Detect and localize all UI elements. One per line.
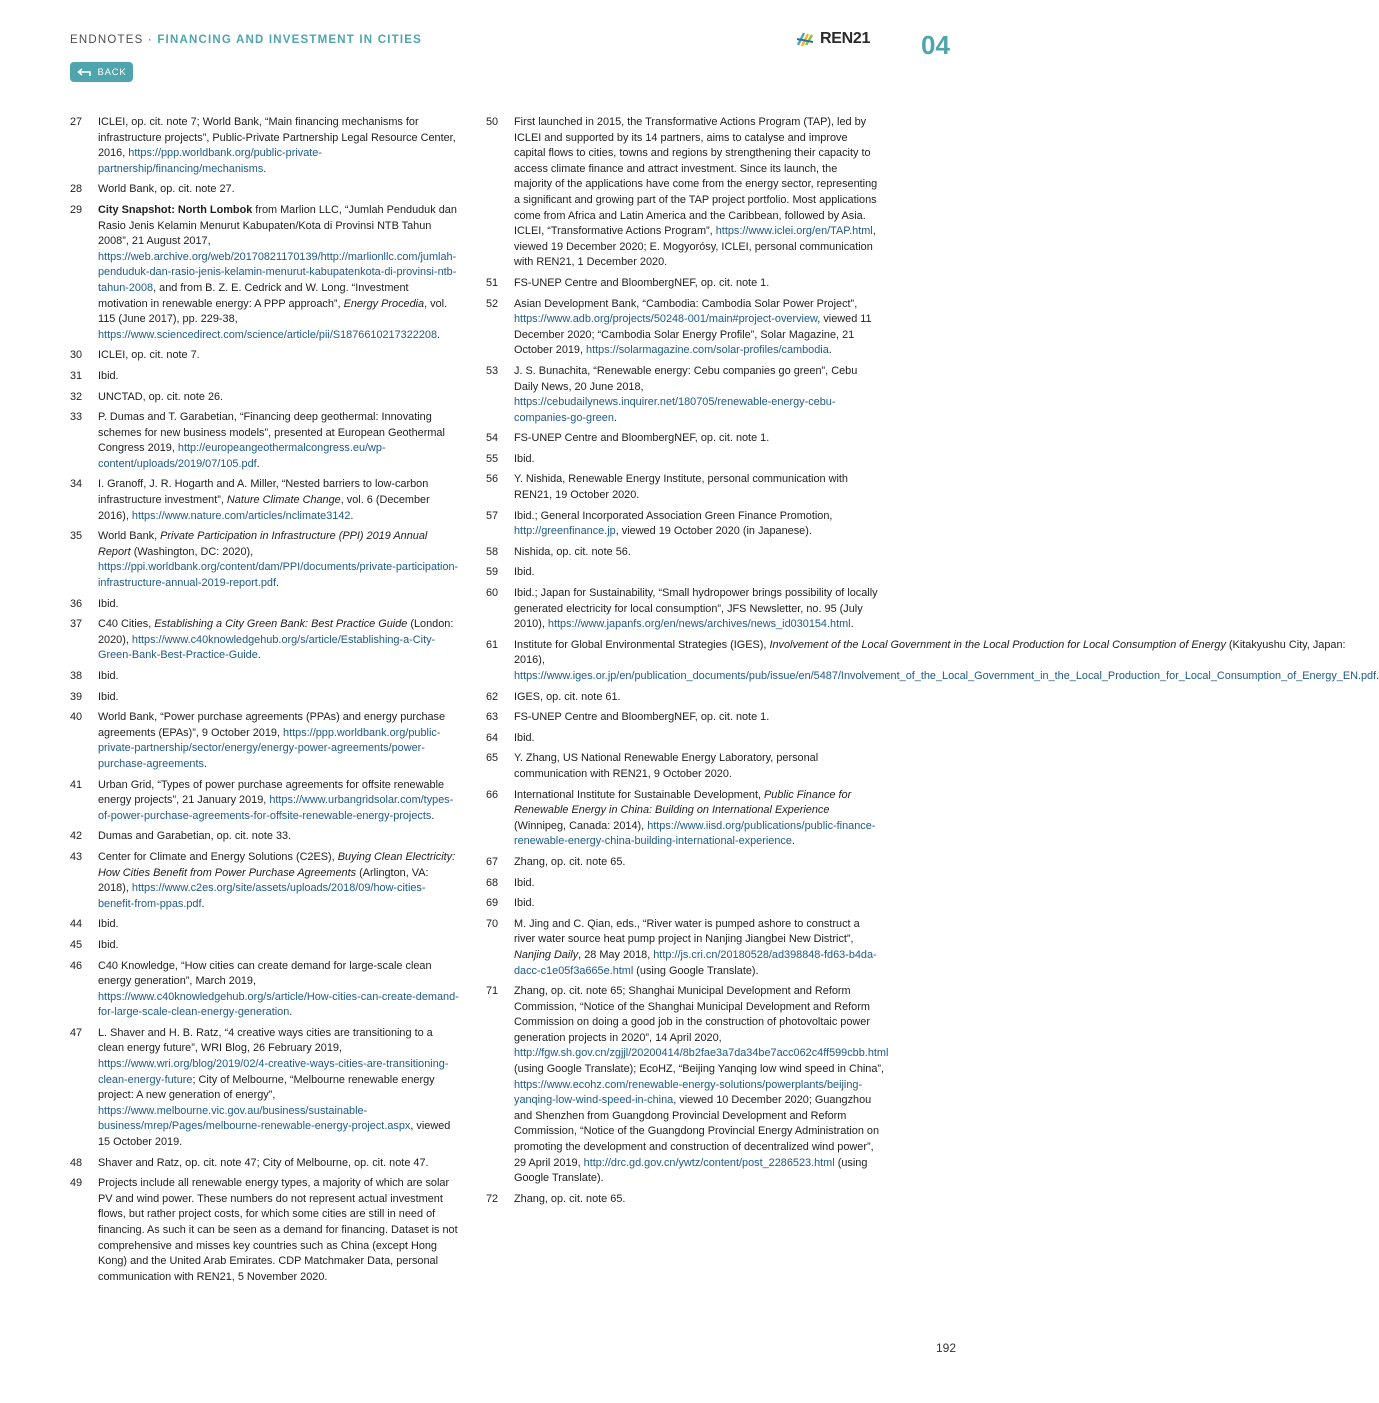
- reference-link[interactable]: https://www.c2es.org/site/assets/uploads/2018/09/how-cities-benefit-from-ppas.pdf: [98, 882, 426, 910]
- endnote-text: [98, 959, 460, 1021]
- endnote-number: 37: [70, 618, 83, 631]
- italic-title: Energy Procedia: [343, 297, 425, 310]
- endnote-39: [70, 690, 460, 706]
- note-text-segment: .: [1376, 670, 1379, 682]
- bold-title: City Snapshot: North Lombok: [98, 203, 253, 216]
- endnote-text: [514, 710, 878, 726]
- endnote-number: 47: [70, 1026, 83, 1039]
- page-number: 192: [936, 1341, 957, 1355]
- note-text-segment: Zhang, op. cit. note 65.: [514, 1192, 626, 1205]
- endnote-number: 29: [70, 203, 83, 216]
- note-text-segment: Institute for Global Environmental Strategies (IGES),: [514, 638, 770, 651]
- note-text-segment: P. Dumas and T. Garabetian, “Financing deep geothermal: Innovating schemes for new business models”, presented at European Geothermal Congress 2019,: [98, 411, 445, 455]
- note-text-segment: First launched in 2015, the Transformative Actions Program (TAP), led by ICLEI and supported by its 14 partners, aims to catalyse and improve capital flows to cities, towns and regions by strengthening their capacity to access climate finance and attract investment. Since its launch, the majority of the applications have come from the energy sector, representing a significant and growing part of the TAP project portfolio. Most applications come from Africa and Latin America and the Caribbean, followed by Asia. ICLEI, “Transformative Actions Program”,: [514, 116, 878, 238]
- endnote-text: [98, 829, 460, 845]
- reference-link[interactable]: https://www.melbourne.vic.gov.au/business/sustainable-business/mrep/Pages/melbourne-renewable-energy-project.aspx: [98, 1104, 411, 1133]
- endnote-number: 48: [70, 1156, 83, 1169]
- endnote-33: [70, 410, 460, 472]
- endnote-text: [98, 390, 460, 406]
- note-text-segment: C40 Knowledge, “How cities can create demand for large-scale clean energy generation”, March 2019,: [98, 959, 432, 988]
- reference-link[interactable]: https://solarmagazine.com/solar-profiles/cambodia: [586, 344, 829, 357]
- endnote-37: [70, 617, 460, 664]
- endnote-text: [98, 410, 460, 472]
- note-text-segment: , viewed 15 October 2019.: [98, 1120, 451, 1149]
- note-text-segment: .: [275, 577, 280, 590]
- endnotes-header: [70, 34, 422, 46]
- endnote-text: [98, 348, 460, 364]
- reference-link[interactable]: https://ppi.worldbank.org/content/dam/PPI/documents/private-participation-infrastructure-annual-2019-report.pdf: [98, 561, 459, 590]
- note-text-segment: (using Google Translate).: [633, 964, 759, 977]
- endnote-59: [486, 565, 878, 581]
- endnote-text: [98, 203, 460, 343]
- endnote-text: [98, 597, 460, 613]
- endnote-text: [98, 778, 460, 825]
- reference-link[interactable]: https://www.iges.or.jp/en/publication_documents/pub/issue/en/5487/Involvement_of_the_Local_Government_in_the_Local_Production_for_Local_Consumption_of_Energy_EN.pdf: [514, 670, 1377, 682]
- endnote-71: [486, 984, 889, 1187]
- endnote-text: [98, 617, 460, 664]
- endnote-61: [486, 638, 1379, 685]
- endnote-text: [98, 1156, 460, 1172]
- note-text-segment: (Washington, DC: 2020),: [130, 545, 254, 558]
- endnote-number: 46: [70, 959, 83, 972]
- endnote-text: [514, 1192, 878, 1208]
- note-text-segment: ICLEI, op. cit. note 7; World Bank, “Main financing mechanisms for infrastructure projects”, Public-Private Partnership Legal Resource Center, 2016,: [98, 116, 456, 160]
- endnote-number: 72: [486, 1192, 499, 1205]
- endnote-27: [70, 115, 460, 177]
- endnote-text: [98, 917, 460, 933]
- endnote-text: [98, 115, 460, 177]
- endnote-number: 32: [70, 390, 83, 403]
- reference-link[interactable]: http://europeangeothermalcongress.eu/wp-content/uploads/2019/07/105.pdf: [98, 442, 386, 470]
- endnote-35: [70, 529, 460, 591]
- endnote-number: 53: [486, 364, 499, 377]
- endnote-text: [514, 364, 878, 426]
- reference-link[interactable]: https://www.iisd.org/publications/public-finance-renewable-energy-china-building-international-experience: [514, 819, 876, 848]
- endnote-32: [70, 390, 460, 406]
- endnote-text: [514, 855, 878, 871]
- note-text-segment: Y. Zhang, US National Renewable Energy Laboratory, personal communication with REN21, 9 October 2020.: [514, 752, 819, 780]
- note-text-segment: UNCTAD, op. cit. note 26.: [98, 390, 224, 403]
- note-text-segment: , viewed 11 December 2020; “Cambodia Solar Energy Profile”, Solar Magazine, 21 October 2019,: [514, 313, 872, 357]
- note-text-segment: .: [350, 509, 354, 522]
- endnote-65: [486, 751, 878, 782]
- endnote-number: 60: [486, 587, 499, 600]
- endnote-number: 39: [70, 690, 83, 703]
- endnote-36: [70, 597, 460, 613]
- endnote-text: [98, 1026, 460, 1151]
- note-text-segment: , viewed 19 October 2020 (in Japanese).: [615, 525, 812, 538]
- endnote-46: [70, 959, 460, 1021]
- ren21-logo: [796, 30, 870, 48]
- note-text-segment: Center for Climate and Energy Solutions (C2ES),: [98, 850, 338, 863]
- endnote-50: [486, 115, 878, 271]
- note-text-segment: (Winnipeg, Canada: 2014),: [514, 819, 648, 832]
- endnote-48: [70, 1156, 460, 1172]
- endnote-number: 66: [486, 788, 499, 801]
- endnote-53: [486, 364, 878, 426]
- note-text-segment: Ibid.: [98, 670, 119, 682]
- endnote-40: [70, 710, 460, 772]
- note-text-segment: (using Google Translate).: [514, 1156, 868, 1185]
- endnotes-column-right: [486, 115, 1379, 1212]
- note-text-segment: World Bank, “Power purchase agreements (PPAs) and energy purchase agreements (EPAs)”, 9 October 2019,: [98, 711, 446, 739]
- endnote-text: [514, 876, 878, 892]
- note-text-segment: Ibid.: [514, 731, 535, 744]
- italic-title: Involvement of the Local Government in the Local Production for Local Consumption of Energy: [769, 638, 1226, 651]
- note-text-segment: , viewed 10 December 2020; Guangzhou and Shenzhen from Guangdong Provincial Development and Reform Commission, “Notice of the Guangdong Provincial Energy Administration on promoting the development and construction of decentralized wind power”, 29 April 2019,: [514, 1094, 880, 1169]
- note-text-segment: Ibid.: [514, 876, 535, 889]
- note-text-segment: World Bank, op. cit. note 27.: [98, 183, 235, 196]
- italic-title: Establishing a City Green Bank: Best Practice Guide: [154, 618, 408, 631]
- note-text-segment: International Institute for Sustainable Development,: [514, 788, 765, 801]
- endnote-text: [98, 477, 460, 524]
- endnote-58: [486, 545, 878, 561]
- endnote-text: [98, 369, 460, 385]
- endnote-number: 59: [486, 566, 499, 579]
- note-text-segment: Shaver and Ratz, op. cit. note 47; City of Melbourne, op. cit. note 47.: [98, 1156, 429, 1169]
- endnote-text: [514, 472, 878, 503]
- note-text-segment: World Bank,: [98, 530, 161, 543]
- endnote-28: [70, 182, 460, 198]
- note-text-segment: Zhang, op. cit. note 65; Shanghai Municipal Development and Reform Commission, “Notice of the Shanghai Municipal Development and Reform Commission on doing a good job in the construction of photovoltaic power generation projects in 2020”, 14 April 2020,: [514, 985, 870, 1044]
- endnote-number: 54: [486, 432, 499, 445]
- note-text-segment: M. Jing and C. Qian, eds., “River water is pumped ashore to construct a river water source heat pump project in Nanjing Jiangbei New District”,: [514, 917, 860, 946]
- note-text-segment: Asian Development Bank, “Cambodia: Cambodia Solar Power Project”,: [514, 297, 858, 310]
- endnote-number: 52: [486, 297, 499, 310]
- endnote-text: [514, 545, 878, 561]
- note-text-segment: Ibid.: [98, 938, 119, 951]
- endnote-text: [514, 638, 1379, 685]
- note-text-segment: .: [437, 328, 441, 341]
- note-text-segment: FS-UNEP Centre and BloombergNEF, op. cit. note 1.: [514, 432, 770, 445]
- endnote-64: [486, 731, 878, 747]
- endnote-number: 64: [486, 731, 499, 744]
- endnote-number: 41: [70, 778, 83, 791]
- note-text-segment: .: [791, 835, 795, 848]
- endnote-text: [98, 1176, 460, 1285]
- note-text-segment: ICLEI, op. cit. note 7.: [98, 349, 200, 362]
- endnote-31: [70, 369, 460, 385]
- endnote-text: [514, 690, 878, 706]
- note-text-segment: Ibid.: [98, 597, 119, 610]
- endnote-30: [70, 348, 460, 364]
- note-text-segment: (Kitakyushu City, Japan: 2016),: [514, 638, 1346, 667]
- endnote-69: [486, 896, 878, 912]
- ren21-logo-icon: [796, 31, 816, 47]
- endnote-text: [98, 690, 460, 706]
- endnote-number: 61: [486, 638, 499, 651]
- endnote-68: [486, 876, 878, 892]
- note-text-segment: Ibid.: [98, 369, 119, 382]
- endnote-67: [486, 855, 878, 871]
- endnote-60: [486, 586, 878, 633]
- endnote-text: [98, 938, 460, 954]
- note-text-segment: .: [203, 757, 207, 770]
- endnote-text: [98, 529, 460, 591]
- endnote-number: 63: [486, 711, 499, 724]
- note-text-segment: Ibid.: [514, 452, 535, 465]
- note-text-segment: , vol. 6 (December 2016),: [98, 494, 430, 522]
- endnote-text: [98, 669, 460, 685]
- endnote-number: 62: [486, 690, 499, 703]
- note-text-segment: (using Google Translate); EcoHZ, “Beijing Yanqing low wind speed in China”,: [514, 1063, 885, 1076]
- endnote-text: [514, 431, 878, 447]
- note-text-segment: Ibid.: [98, 690, 119, 703]
- note-text-segment: Y. Nishida, Renewable Energy Institute, personal communication with REN21, 19 October 2020.: [514, 473, 848, 502]
- note-text-segment: .: [613, 411, 617, 424]
- endnotes-column-left: [70, 115, 460, 1290]
- endnote-number: 40: [70, 711, 83, 724]
- endnote-number: 43: [70, 850, 83, 863]
- note-text-segment: FS-UNEP Centre and BloombergNEF, op. cit. note 1.: [514, 711, 770, 724]
- reference-link[interactable]: http://drc.gd.gov.cn/ywtz/content/post_2286523.html: [583, 1156, 835, 1169]
- endnote-number: 58: [486, 545, 499, 558]
- endnote-text: [98, 182, 460, 198]
- note-text-segment: Ibid.: [98, 918, 119, 931]
- endnote-44: [70, 917, 460, 933]
- endnote-number: 67: [486, 855, 499, 868]
- endnote-text: [514, 586, 878, 633]
- note-text-segment: , vol. 115 (June 2017), pp. 229-38,: [98, 297, 448, 326]
- endnote-41: [70, 778, 460, 825]
- endnote-number: 57: [486, 509, 499, 522]
- endnote-number: 45: [70, 938, 83, 951]
- reference-link[interactable]: https://ppp.worldbank.org/public-private-partnership/financing/mechanisms: [98, 147, 322, 175]
- note-text-segment: .: [256, 457, 260, 470]
- note-text-segment: Ibid.: [514, 897, 535, 910]
- endnote-57: [486, 509, 878, 540]
- note-text-segment: Nishida, op. cit. note 56.: [514, 545, 631, 558]
- endnote-62: [486, 690, 878, 706]
- endnote-63: [486, 710, 878, 726]
- endnote-number: 42: [70, 830, 83, 843]
- endnote-number: 28: [70, 183, 83, 196]
- section-title: FINANCING AND INVESTMENT IN CITIES: [157, 34, 422, 46]
- endnote-66: [486, 788, 878, 850]
- endnote-text: [514, 731, 878, 747]
- endnote-text: [514, 751, 878, 782]
- reference-link[interactable]: http://fgw.sh.gov.cn/zgjjl/20200414/8b2fae3a7da34be7acc062c4ff599cbb.html: [514, 1047, 889, 1060]
- reference-link[interactable]: https://www.wri.org/blog/2019/02/4-creative-ways-cities-are-transitioning-clean-energy-future: [98, 1058, 449, 1086]
- endnote-number: 31: [70, 369, 83, 382]
- endnote-number: 68: [486, 876, 499, 889]
- endnote-number: 69: [486, 897, 499, 910]
- endnote-72: [486, 1192, 878, 1208]
- note-text-segment: Urban Grid, “Types of power purchase agreements for offsite renewable energy projects”, 21 January 2019,: [98, 778, 445, 807]
- endnote-text: [514, 917, 878, 979]
- endnote-number: 51: [486, 276, 499, 289]
- reference-link[interactable]: https://www.c40knowledgehub.org/s/article/How-cities-can-create-demand-for-large-scale-clean-energy-generation: [98, 990, 459, 1019]
- endnote-number: 38: [70, 670, 83, 682]
- reference-link[interactable]: http://js.cri.cn/20180528/ad398848-fd63-b4da-dacc-c1e05f3a665e.html: [514, 948, 877, 977]
- endnote-47: [70, 1026, 460, 1151]
- note-text-segment: FS-UNEP Centre and BloombergNEF, op. cit. note 1.: [514, 276, 770, 289]
- endnote-text: [514, 297, 878, 359]
- note-text-segment: Ibid.: [514, 566, 535, 579]
- endnote-45: [70, 938, 460, 954]
- note-text-segment: J. S. Bunachita, “Renewable energy: Cebu companies go green”, Cebu Daily News, 20 June 2018,: [514, 364, 858, 393]
- reference-link[interactable]: https://www.ecohz.com/renewable-energy-solutions/powerplants/beijing-yanqing-low-wind-speed-in-china: [514, 1078, 863, 1107]
- endnote-number: 36: [70, 597, 83, 610]
- endnote-51: [486, 276, 878, 292]
- note-text-segment: .: [263, 162, 267, 175]
- note-text-segment: .: [828, 344, 832, 357]
- note-text-segment: .: [289, 1006, 293, 1019]
- note-text-segment: Ibid.; Japan for Sustainability, “Small hydropower brings possibility of locally generated electricity for local consumption”, JFS Newsletter, no. 95 (July 2010),: [514, 587, 878, 631]
- endnote-38: [70, 669, 460, 685]
- endnote-text: [514, 276, 878, 292]
- endnote-number: 27: [70, 116, 83, 128]
- note-text-segment: ; City of Melbourne, “Melbourne renewable energy project: A new generation of energy”,: [98, 1073, 435, 1102]
- reference-link[interactable]: https://www.adb.org/projects/50248-001/main#project-overview: [514, 313, 818, 326]
- endnote-42: [70, 829, 460, 845]
- reference-link[interactable]: https://cebudailynews.inquirer.net/180705/renewable-energy-cebu-companies-go-green: [514, 396, 836, 424]
- endnote-number: 35: [70, 530, 83, 543]
- note-text-segment: .: [257, 649, 261, 662]
- note-text-segment: , viewed 19 December 2020; E. Mogyorósy, ICLEI, personal communication with REN21, 1 December 2020.: [514, 225, 876, 269]
- endnote-54: [486, 431, 878, 447]
- return-arrow-icon: [76, 67, 92, 77]
- endnote-text: [514, 452, 878, 468]
- note-text-segment: C40 Cities,: [98, 618, 155, 631]
- italic-title: Buying Clean Electricity: How Cities Benefit from Power Purchase Agreements: [98, 850, 456, 879]
- endnote-number: 55: [486, 452, 499, 465]
- back-button[interactable]: [70, 62, 133, 82]
- note-text-segment: (London: 2020),: [98, 618, 454, 646]
- endnote-number: 50: [486, 116, 499, 128]
- note-text-segment: , and from B. Z. E. Cedrick and W. Long. “Investment motivation in renewable energy: A PPP approach”,: [98, 281, 409, 310]
- endnote-55: [486, 452, 878, 468]
- endnote-number: 71: [486, 985, 499, 998]
- endnote-text: [514, 896, 878, 912]
- reference-link[interactable]: https://www.urbangridsolar.com/types-of-power-purchase-agreements-for-offsite-renewable-energy-projects: [98, 794, 454, 822]
- endnote-text: [514, 509, 878, 540]
- endnote-number: 49: [70, 1177, 83, 1190]
- endnote-29: [70, 203, 460, 343]
- note-text-segment: .: [201, 897, 205, 910]
- note-text-segment: Dumas and Garabetian, op. cit. note 33.: [98, 830, 292, 843]
- logo-text: REN21: [820, 30, 871, 47]
- note-text-segment: L. Shaver and H. B. Ratz, “4 creative ways cities are transitioning to a clean energy future”, WRI Blog, 26 February 2019,: [98, 1026, 433, 1055]
- endnote-text: [514, 115, 878, 271]
- note-text-segment: (Arlington, VA: 2018),: [98, 866, 429, 895]
- endnote-34: [70, 477, 460, 524]
- reference-link[interactable]: https://web.archive.org/web/20170821170139/http://marlionllc.com/jumlah-penduduk-dan-rasio-jenis-kelamin-menurut-kabupatenkota-di-provinsi-ntb-tahun-2008: [98, 250, 457, 294]
- endnote-text: [514, 788, 878, 850]
- endnote-43: [70, 850, 460, 912]
- endnote-number: 33: [70, 411, 83, 424]
- endnote-49: [70, 1176, 460, 1285]
- note-text-segment: Ibid.; General Incorporated Association Green Finance Promotion,: [514, 509, 833, 522]
- note-text-segment: Zhang, op. cit. note 65.: [514, 855, 626, 868]
- endnote-52: [486, 297, 878, 359]
- endnote-number: 56: [486, 473, 499, 486]
- endnote-number: 70: [486, 917, 499, 930]
- note-text-segment: I. Granoff, J. R. Hogarth and A. Miller, “Nested barriers to low-carbon infrastructure investment”,: [98, 478, 429, 507]
- endnote-number: 34: [70, 478, 83, 491]
- reference-link[interactable]: https://www.iclei.org/en/TAP.html: [715, 225, 873, 238]
- italic-title: Public Finance for Renewable Energy in China: Building on International Experience: [514, 788, 852, 817]
- back-label: BACK: [97, 66, 127, 78]
- endnote-text: [514, 565, 878, 581]
- endnote-number: 44: [70, 918, 83, 931]
- italic-title: Private Participation in Infrastructure (PPI) 2019 Annual Report: [98, 530, 428, 558]
- note-text-segment: IGES, op. cit. note 61.: [514, 690, 621, 703]
- endnote-70: [486, 917, 878, 979]
- endnote-56: [486, 472, 878, 503]
- note-text-segment: .: [850, 618, 854, 631]
- endnote-number: 30: [70, 349, 83, 362]
- endnote-number: 65: [486, 752, 499, 765]
- note-text-segment: .: [431, 809, 435, 822]
- note-text-segment: Projects include all renewable energy types, a majority of which are solar PV and wind power. These numbers do not represent actual investment flows, but rather project costs, for which some cities are still in need of financing. As such it can be seen as a demand for financing. Dataset is not comprehensive and misses key countries such as China (except Hong Kong) and the United Arab Emirates. CDP Matchmaker Data, personal communication with REN21, 5 November 2020.: [98, 1177, 458, 1283]
- reference-link[interactable]: https://ppp.worldbank.org/public-private-partnership/sector/energy/energy-power-agreements/power-purchase-agreements: [98, 726, 441, 770]
- endnote-text: [514, 984, 888, 1187]
- endnote-text: [98, 710, 460, 772]
- italic-title: Nature Climate Change: [226, 494, 341, 507]
- note-text-segment: from Marlion LLC, “Jumlah Penduduk dan Rasio Jenis Kelamin Menurut Kabupaten/Kota di Provinsi NTB Tahun 2008”, 21 August 2017,: [98, 203, 457, 248]
- note-text-segment: , 28 May 2018,: [578, 948, 654, 961]
- reference-link[interactable]: https://www.nature.com/articles/nclimate3142: [131, 509, 351, 522]
- endnote-text: [98, 850, 460, 912]
- reference-link[interactable]: https://www.c40knowledgehub.org/s/article/Establishing-a-City-Green-Bank-Best-Practice-Guide: [98, 633, 436, 662]
- reference-link[interactable]: https://www.japanfs.org/en/news/archives/news_id030154.html: [547, 618, 851, 631]
- reference-link[interactable]: http://greenfinance.jp: [514, 525, 616, 538]
- header-prefix: ENDNOTES ·: [70, 34, 158, 46]
- italic-title: Nanjing Daily: [514, 948, 579, 961]
- reference-link[interactable]: https://www.sciencedirect.com/science/article/pii/S1876610217322208: [98, 328, 438, 341]
- chapter-number: 04: [921, 30, 950, 60]
